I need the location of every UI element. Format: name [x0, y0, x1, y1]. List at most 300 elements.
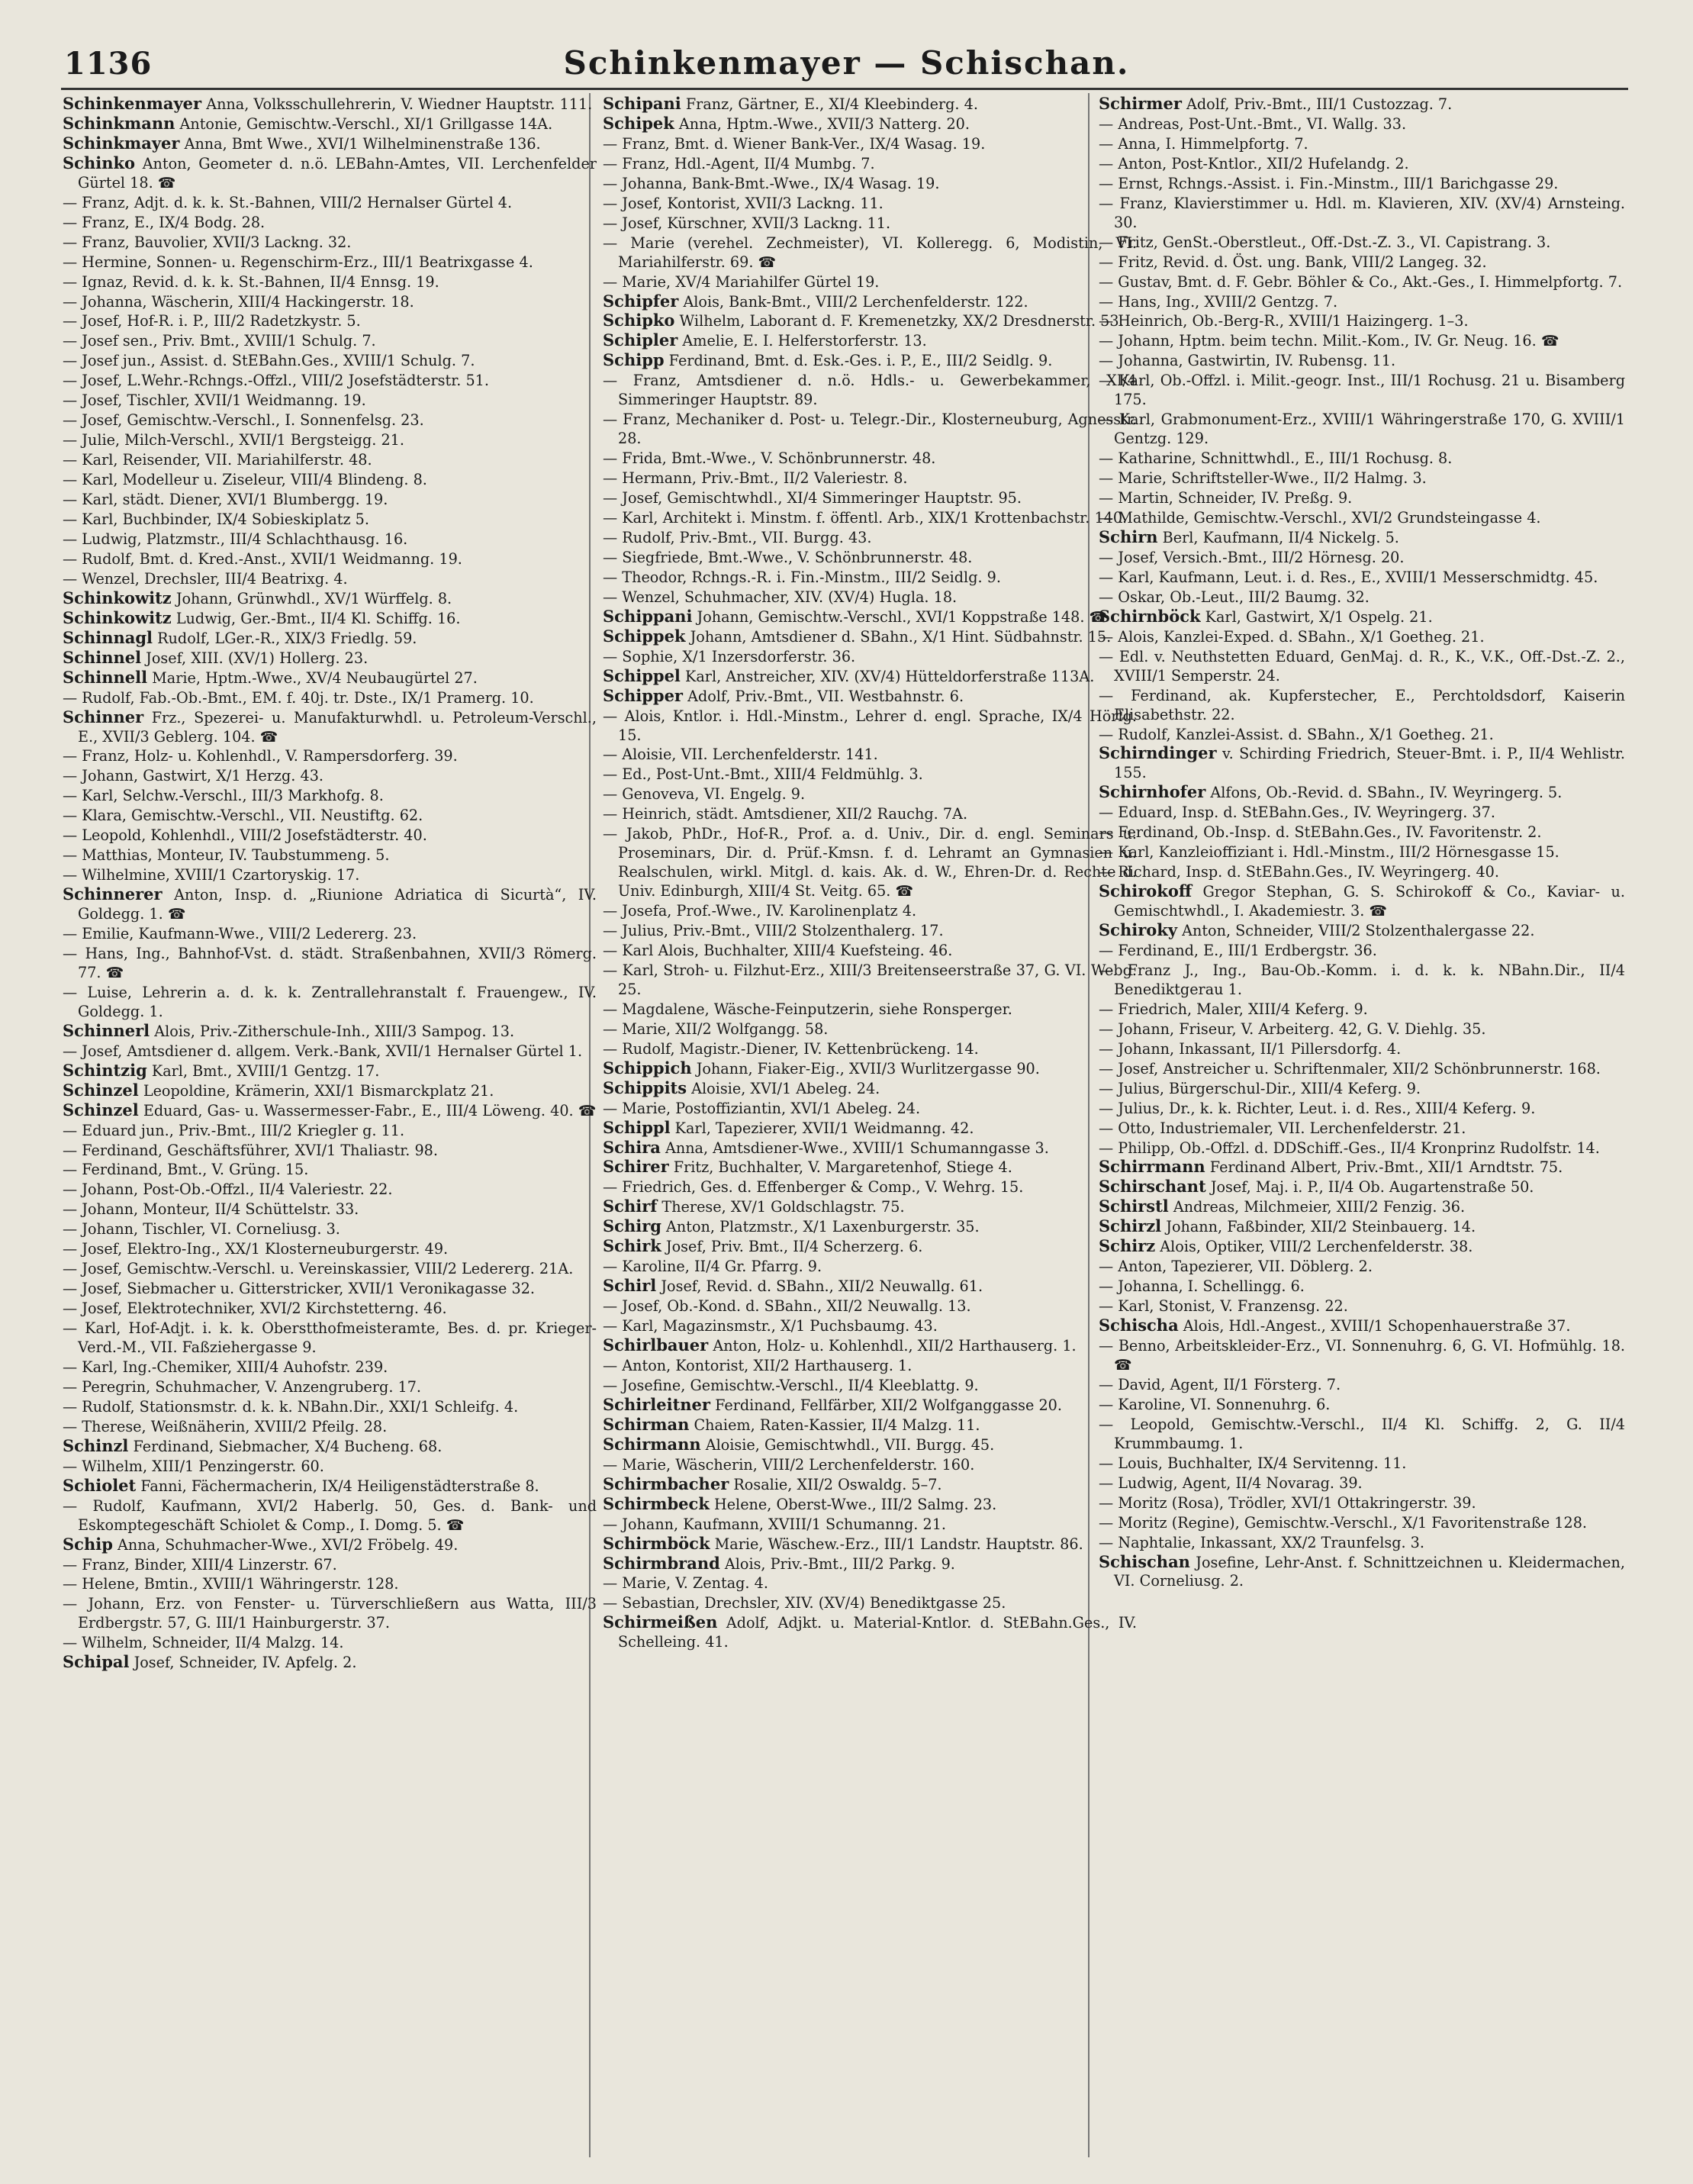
directory-entry	[603, 1535, 1137, 1554]
entry-surname: Schipani	[603, 95, 681, 113]
directory-entry	[1099, 1513, 1625, 1533]
directory-entry	[63, 371, 597, 391]
entry-text: Wilhelm, Laborant d. F. Kremenetzky, XX/2 Dresdnerstr. 53.	[674, 312, 1124, 330]
entry-text: — Karoline, II/4 Gr. Pfarrg. 9.	[603, 1258, 822, 1276]
entry-text: Johann, Amtsdiener d. SBahn., X/1 Hint. Südbahnstr. 15.	[685, 627, 1112, 646]
directory-entry	[1099, 1197, 1625, 1217]
entry-text: — Johann, Friseur, V. Arbeiterg. 42, G. V. Diehlg. 35.	[1099, 1020, 1486, 1038]
entry-text: Anna, Bmt Wwe., XVI/1 Wilhelminenstraße 136.	[179, 134, 541, 153]
entry-text: Gregor Stephan, G. S. Schirokoff & Co., Kaviar- u. Gemischtwhdl., I. Akademiestr. 3. ☎	[1114, 883, 1625, 920]
entry-surname: Schipp	[603, 350, 665, 370]
directory-entry	[603, 508, 1137, 528]
directory-entry	[603, 1277, 1137, 1297]
entry-surname: Schinko	[63, 153, 136, 172]
directory-entry	[63, 649, 597, 668]
entry-text: — Fritz, GenSt.-Oberstleut., Off.-Dst.-Z. 3., VI. Capistrang. 3.	[1099, 233, 1551, 251]
directory-entry	[1099, 803, 1625, 823]
entry-text: — Friedrich, Maler, XIII/4 Keferg. 9.	[1099, 1000, 1368, 1018]
entry-text: — Ferdinand, E., III/1 Erdbergstr. 36.	[1099, 941, 1377, 959]
directory-entry	[63, 1633, 597, 1653]
entry-text: Ferdinand, Bmt. d. Esk.-Ges. i. P., E., III/2 Seidlg. 9.	[664, 352, 1053, 370]
directory-entry	[1099, 1474, 1625, 1493]
directory-entry	[1099, 1395, 1625, 1415]
entry-surname: Schirmeißen	[603, 1612, 718, 1632]
entry-text: — Wenzel, Schuhmacher, XIV. (XV/4) Hugla. 18.	[603, 588, 958, 606]
entry-surname: Schirnhofer	[1099, 782, 1206, 802]
directory-entry	[1099, 469, 1625, 488]
entry-text: — Luise, Lehrerin a. d. k. k. Zentrallehranstalt f. Frauengew., IV. Goldegg. 1.	[63, 983, 597, 1020]
entry-text: Berl, Kaufmann, II/4 Nickelg. 5.	[1157, 528, 1399, 546]
directory-entry	[63, 668, 597, 688]
entry-text: Andreas, Milchmeier, XIII/2 Fenzig. 36.	[1168, 1198, 1466, 1216]
directory-entry	[1099, 1454, 1625, 1474]
entry-text: — Franz, Holz- u. Kohlenhdl., V. Rampersdorferg. 39.	[63, 747, 458, 765]
entry-text: — Johann, Post-Ob.-Offzl., II/4 Valeriestr. 22.	[63, 1181, 393, 1199]
directory-entry	[63, 1160, 597, 1180]
directory-entry	[1099, 921, 1625, 941]
entry-text: Josef, Schneider, IV. Apfelg. 2.	[129, 1654, 357, 1672]
directory-entry	[63, 629, 597, 649]
entry-text: Antonie, Gemischtw.-Verschl., XI/1 Grillgasse 14A.	[175, 114, 553, 133]
directory-entry	[63, 944, 597, 983]
entry-surname: Schinnagl	[63, 627, 153, 647]
entry-text: — Josef, Versich.-Bmt., III/2 Hörnesg. 20.	[1099, 548, 1405, 566]
directory-entry	[603, 804, 1137, 824]
directory-entry	[63, 1377, 597, 1397]
entry-text: — Karl Alois, Buchhalter, XIII/4 Kuefsteing. 46.	[603, 941, 953, 959]
directory-entry	[603, 95, 1137, 114]
directory-entry	[603, 331, 1137, 351]
entry-text: — Heinrich, städt. Amtsdiener, XII/2 Rauchg. 7A.	[603, 805, 968, 823]
entry-text: — Eduard, Insp. d. StEBahn.Ges., IV. Weyringerg. 37.	[1099, 804, 1495, 822]
entry-text: — Franz, Amtsdiener d. n.ö. Hdls.- u. Gewerbekammer, XI/4 Simmeringer Hauptstr. 89.	[603, 372, 1137, 409]
directory-entry	[1099, 783, 1625, 803]
entry-surname: Schirmbrand	[603, 1553, 720, 1573]
entry-text: — Josef, Gemischtwhdl., XI/4 Simmeringer Hauptstr. 95.	[603, 489, 1022, 507]
entry-text: — Theodor, Rchngs.-R. i. Fin.-Minstm., III/2 Seidlg. 9.	[603, 568, 1001, 586]
entry-text: Johann, Grünwhdl., XV/1 Würffelg. 8.	[171, 589, 452, 607]
directory-entry	[1099, 548, 1625, 568]
entry-surname: Schirzl	[1099, 1216, 1162, 1236]
directory-entry	[1099, 1316, 1625, 1336]
entry-text: — Johann, Inkassant, II/1 Pillersdorfg. 4.	[1099, 1039, 1402, 1058]
entry-surname: Schirman	[603, 1414, 690, 1434]
entry-text: Adolf, Adjkt. u. Material-Kntlor. d. StEBahn.Ges., IV. Schelleing. 41.	[618, 1614, 1137, 1651]
entry-text: — Ludwig, Agent, II/4 Novarag. 39.	[1099, 1474, 1363, 1492]
entry-text: — Edl. v. Neuthstetten Eduard, GenMaj. d. R., K., V.K., Off.-Dst.-Z. 2., XVIII/1 Semperstr. 24.	[1099, 647, 1625, 685]
entry-text: — Louis, Buchhalter, IX/4 Servitenng. 11.	[1099, 1454, 1407, 1472]
directory-entry	[1099, 744, 1625, 783]
entry-surname: Schirschant	[1099, 1177, 1206, 1197]
entry-surname: Schirmböck	[603, 1533, 710, 1553]
directory-entry	[603, 1396, 1137, 1416]
directory-entry	[603, 921, 1137, 941]
directory-entry	[1099, 568, 1625, 588]
entry-text: — Josef, Amtsdiener d. allgem. Verk.-Bank, XVII/1 Hernalser Gürtel 1.	[63, 1042, 583, 1060]
entry-text: — Klara, Gemischtw.-Verschl., VII. Neustiftg. 62.	[63, 807, 423, 825]
directory-entry	[63, 589, 597, 609]
directory-entry	[63, 470, 597, 490]
directory-entry	[63, 983, 597, 1022]
entry-text: — Josef, Tischler, XVII/1 Weidmanng. 19.	[63, 391, 366, 410]
directory-entry	[603, 1257, 1137, 1277]
entry-text: Adolf, Priv.-Bmt., III/1 Custozzag. 7.	[1181, 95, 1453, 113]
directory-entry	[63, 1397, 597, 1417]
directory-entry	[1099, 331, 1625, 351]
directory-entry	[603, 134, 1137, 154]
entry-text: Josefine, Lehr-Anst. f. Schnittzeichnen u. Kleidermachen, VI. Corneliusg. 2.	[1114, 1553, 1625, 1590]
entry-text: — Ludwig, Platzmstr., III/4 Schlachthausg. 16.	[63, 530, 408, 548]
entry-text: — Marie, Wäscherin, VIII/2 Lerchenfelderstr. 160.	[603, 1455, 975, 1474]
entry-text: — Therese, Weißnäherin, XVIII/2 Pfeilg. 28.	[63, 1417, 388, 1435]
directory-entry	[1099, 1533, 1625, 1553]
directory-entry	[63, 1594, 597, 1633]
entry-text: Karl, Tapezierer, XVII/1 Weidmanng. 42.	[670, 1119, 974, 1137]
entry-surname: Schipfer	[603, 291, 679, 311]
entry-text: — Karl, Stonist, V. Franzensg. 22.	[1099, 1297, 1348, 1316]
entry-text: — Karl, Hof-Adjt. i. k. k. Oberstthofmeisteramte, Bes. d. pr. Krieger-Verd.-M., VII. Faßziehergasse 9.	[63, 1319, 597, 1357]
entry-text: — Gustav, Bmt. d. F. Gebr. Böhler & Co., Akt.-Ges., I. Himmelpfortg. 7.	[1099, 272, 1623, 291]
entry-text: — Franz, Klavierstimmer u. Hdl. m. Klavieren, XIV. (XV/4) Arnsteing. 30.	[1099, 194, 1625, 231]
entry-text: — Rudolf, Bmt. d. Kred.-Anst., XVII/1 Weidmanng. 19.	[63, 549, 462, 568]
directory-entry	[603, 1475, 1137, 1495]
entry-surname: Schirndinger	[1099, 743, 1217, 763]
directory-entry	[63, 549, 597, 569]
directory-entry	[63, 1081, 597, 1101]
entry-surname: Schirrmann	[1099, 1157, 1205, 1177]
entry-text: Johann, Fiaker-Eig., XVII/3 Wurlitzergasse 90.	[691, 1059, 1040, 1078]
entry-text: — Philipp, Ob.-Offzl. d. DDSchiff.-Ges., II/4 Kronprinz Rudolfstr. 14.	[1099, 1139, 1600, 1157]
directory-entry	[603, 1158, 1137, 1177]
directory-entry	[1099, 95, 1625, 114]
directory-entry	[603, 351, 1137, 371]
directory-entry	[603, 1237, 1137, 1257]
directory-entry	[603, 488, 1137, 508]
entry-text: — Karl, Kanzleioffiziant i. Hdl.-Minstm., III/2 Hörnesgasse 15.	[1099, 843, 1559, 862]
directory-entry	[1099, 1119, 1625, 1139]
directory-entry	[1099, 311, 1625, 331]
directory-entry	[63, 1477, 597, 1496]
entry-surname: Schirmer	[1099, 95, 1182, 113]
directory-entry	[63, 233, 597, 253]
directory-entry	[603, 1554, 1137, 1574]
directory-entry	[603, 272, 1137, 292]
entry-surname: Schinzel	[63, 1100, 139, 1119]
directory-entry	[63, 609, 597, 629]
directory-entry	[63, 766, 597, 786]
entry-text: — Johann, Kaufmann, XVIII/1 Schumanng. 21.	[603, 1515, 946, 1533]
entry-text: Ferdinand, Fellfärber, XII/2 Wolfganggasse 20.	[710, 1396, 1062, 1414]
entry-text: — Franz, Bmt. d. Wiener Bank-Ver., IX/4 Wasag. 19.	[603, 134, 986, 153]
entry-text: — Ed., Post-Unt.-Bmt., XIII/4 Feldmühlg. 3.	[603, 765, 923, 784]
entry-text: — Karl, Magazinsmstr., X/1 Puchsbaumg. 43.	[603, 1317, 938, 1335]
directory-entry	[63, 450, 597, 470]
directory-entry	[1099, 842, 1625, 862]
entry-surname: Schipal	[63, 1652, 130, 1672]
entry-surname: Schirz	[1099, 1236, 1156, 1256]
directory-entry	[603, 214, 1137, 234]
directory-entry	[1099, 528, 1625, 548]
entry-text: — Josef, Siebmacher u. Gitterstricker, XVII/1 Veronikagasse 32.	[63, 1280, 536, 1298]
entry-text: — Karl, Reisender, VII. Mariahilferstr. 48.	[63, 451, 372, 469]
directory-entry	[1099, 627, 1625, 647]
directory-entry	[603, 1217, 1137, 1237]
directory-entry	[603, 1336, 1137, 1356]
entry-text: — Magdalene, Wäsche-Feinputzerin, siehe Ronsperger.	[603, 1000, 1012, 1018]
directory-entry	[63, 1555, 597, 1575]
entry-text: — Moritz (Rosa), Trödler, XVI/1 Ottakringerstr. 39.	[1099, 1493, 1476, 1512]
directory-entry	[603, 1059, 1137, 1079]
entry-text: — Karl, Stroh- u. Filzhut-Erz., XIII/3 Breitenseerstraße 37, G. VI. Webg. 25.	[603, 961, 1137, 998]
directory-entry	[603, 667, 1137, 687]
directory-entry	[1099, 114, 1625, 134]
entry-text: Anton, Holz- u. Kohlenhdl., XII/2 Harthauserg. 1.	[708, 1337, 1077, 1355]
directory-entry	[1099, 882, 1625, 921]
entry-text: — Marie, V. Zentag. 4.	[603, 1574, 768, 1593]
directory-entry	[603, 901, 1137, 921]
directory-entry	[603, 1099, 1137, 1119]
entry-surname: Schira	[603, 1137, 661, 1157]
entry-text: — Alois, Kntlor. i. Hdl.-Minstm., Lehrer d. engl. Sprache, IX/4 Hörlg. 15.	[603, 707, 1137, 744]
directory-entry	[1099, 1553, 1625, 1592]
directory-entry	[63, 1319, 597, 1358]
directory-entry	[63, 924, 597, 944]
column-2	[603, 95, 1137, 2155]
directory-entry	[1099, 1059, 1625, 1079]
directory-entry	[603, 1435, 1137, 1455]
entry-surname: Schirlbauer	[603, 1335, 709, 1355]
directory-entry	[1099, 1257, 1625, 1277]
entry-text: — Karl, Buchbinder, IX/4 Sobieskiplatz 5.	[63, 511, 369, 529]
directory-entry	[1099, 1493, 1625, 1513]
directory-entry	[63, 530, 597, 549]
entry-text: — Johann, Gastwirt, X/1 Herzg. 43.	[63, 767, 324, 785]
entry-surname: Schinnell	[63, 667, 148, 687]
directory-entry	[63, 1259, 597, 1279]
entry-text: — Josef sen., Priv. Bmt., XVIII/1 Schulg. 7.	[63, 332, 376, 350]
entry-text: — Julius, Priv.-Bmt., VIII/2 Stolzenthalerg. 17.	[603, 922, 944, 940]
directory-entry	[603, 528, 1137, 548]
column-1	[63, 95, 597, 2155]
entry-text: — Frida, Bmt.-Wwe., V. Schönbrunnerstr. 48.	[603, 449, 936, 468]
entry-text: — Johann, Monteur, II/4 Schüttelstr. 33.	[63, 1200, 359, 1219]
entry-surname: Schirnböck	[1099, 606, 1201, 626]
entry-text: — Franz, Mechaniker d. Post- u. Telegr.-Dir., Klosterneuburg, Agnesstr. 28.	[603, 411, 1137, 448]
directory-entry	[63, 708, 597, 747]
entry-surname: Schinkmann	[63, 113, 175, 133]
directory-entry	[1099, 410, 1625, 449]
directory-entry	[63, 1121, 597, 1141]
entry-text: — Rudolf, Magistr.-Diener, IV. Kettenbrückeng. 14.	[603, 1039, 979, 1058]
entry-text: — Richard, Insp. d. StEBahn.Ges., IV. Weyringerg. 40.	[1099, 863, 1499, 881]
entry-text: Leopoldine, Krämerin, XXI/1 Bismarckplatz 21.	[138, 1081, 494, 1100]
directory-entry	[603, 1020, 1137, 1039]
directory-entry	[603, 1574, 1137, 1593]
entry-text: — Wilhelm, Schneider, II/4 Malzg. 14.	[63, 1634, 344, 1652]
directory-entry	[63, 1022, 597, 1042]
entry-surname: Schipko	[603, 311, 675, 330]
directory-entry	[1099, 647, 1625, 686]
entry-surname: Schirstl	[1099, 1197, 1169, 1216]
entry-text: Fritz, Buchhalter, V. Margaretenhof, Stiege 4.	[668, 1158, 1012, 1177]
entry-text: — Franz, Adjt. d. k. k. St.-Bahnen, VIII/2 Hernalser Gürtel 4.	[63, 193, 513, 211]
directory-entry	[63, 134, 597, 154]
directory-entry	[603, 941, 1137, 961]
directory-entry	[63, 95, 597, 114]
page-header	[53, 40, 1640, 82]
header-rule	[61, 88, 1628, 90]
entry-text: Anton, Schneider, VIII/2 Stolzenthalergasse 22.	[1177, 922, 1535, 940]
entry-text: — Friedrich, Ges. d. Effenberger & Comp., V. Wehrg. 15.	[603, 1178, 1024, 1197]
directory-entry	[63, 154, 597, 193]
directory-entry	[1099, 134, 1625, 154]
entry-text: Johann, Gemischtw.-Verschl., XVI/1 Koppstraße 148. ☎	[692, 607, 1108, 626]
entry-text: — Karl, städt. Diener, XVI/1 Blumbergg. 19.	[63, 491, 388, 509]
entry-text: Ferdinand, Siebmacher, X/4 Bucheng. 68.	[128, 1437, 443, 1455]
entry-surname: Schinnel	[63, 647, 142, 667]
entry-surname: Schippek	[603, 626, 686, 646]
directory-entry	[1099, 725, 1625, 745]
entry-surname: Schirk	[603, 1236, 661, 1256]
entry-surname: Schintzig	[63, 1060, 147, 1080]
entry-text: Josef, Revid. d. SBahn., XII/2 Neuwallg. 61.	[656, 1277, 983, 1296]
directory-entry	[63, 1358, 597, 1377]
entry-surname: Schipek	[603, 113, 674, 133]
entry-text: Rosalie, XII/2 Oswaldg. 5–7.	[729, 1475, 942, 1493]
directory-entry	[1099, 233, 1625, 253]
entry-text: Johann, Faßbinder, XII/2 Steinbauerg. 14.	[1161, 1218, 1476, 1236]
entry-text: — Karoline, VI. Sonnenuhrg. 6.	[1099, 1395, 1331, 1413]
entry-text: Anna, Amtsdiener-Wwe., XVIII/1 Schumanngasse 3.	[660, 1139, 1049, 1157]
entry-text: — Josef, Elektro-Ing., XX/1 Klosterneuburgerstr. 49.	[63, 1240, 449, 1258]
entry-text: Frz., Spezerei- u. Manufakturwhdl. u. Petroleum-Verschl., E., XVII/3 Geblerg. 104. ☎	[78, 708, 597, 746]
directory-entry	[1099, 1415, 1625, 1454]
directory-entry	[603, 1593, 1137, 1613]
directory-entry	[1099, 272, 1625, 292]
entry-text: — Ferdinand, Bmt., V. Grüng. 15.	[63, 1161, 309, 1179]
entry-text: — Benno, Arbeitskleider-Erz., VI. Sonnenuhrg. 6, G. VI. Hofmühlg. 18. ☎	[1099, 1337, 1625, 1374]
directory-entry	[63, 391, 597, 411]
directory-entry	[63, 1457, 597, 1477]
entry-text: — Karl, Grabmonument-Erz., XVIII/1 Währingerstraße 170, G. XVIII/1 Gentzg. 129.	[1099, 411, 1625, 448]
directory-entry	[1099, 1177, 1625, 1197]
entry-text: — Eduard jun., Priv.-Bmt., III/2 Kriegler g. 11.	[63, 1121, 405, 1139]
directory-entry	[603, 745, 1137, 765]
entry-text: — Siegfriede, Bmt.-Wwe., V. Schönbrunnerstr. 48.	[603, 548, 973, 566]
entry-text: — Wenzel, Drechsler, III/4 Beatrixg. 4.	[63, 569, 348, 588]
entry-text: — Johanna, I. Schellingg. 6.	[1099, 1277, 1305, 1296]
directory-entry	[63, 1061, 597, 1081]
entry-text: — Karl, Architekt i. Minstm. f. öffentl. Arb., XIX/1 Krottenbachstr. 140.	[603, 509, 1128, 527]
entry-text: — Alois, Kanzlei-Exped. d. SBahn., X/1 Goetheg. 21.	[1099, 627, 1485, 646]
entry-surname: Schinner	[63, 707, 144, 726]
directory-entry	[603, 449, 1137, 469]
entry-text: — Hans, Ing., XVIII/2 Gentzg. 7.	[1099, 292, 1338, 311]
entry-text: — Otto, Industriemaler, VII. Lerchenfelderstr. 21.	[1099, 1119, 1466, 1137]
directory-entry	[603, 311, 1137, 331]
directory-entry	[603, 588, 1137, 607]
directory-entry	[603, 292, 1137, 312]
directory-entry	[63, 1180, 597, 1200]
directory-entry	[1099, 1020, 1625, 1039]
directory-entry	[63, 1239, 597, 1259]
entry-text: — Josef, Anstreicher u. Schriftenmaler, XII/2 Schönbrunnerstr. 168.	[1099, 1059, 1601, 1078]
entry-text: — Hermine, Sonnen- u. Regenschirm-Erz., III/1 Beatrixgasse 4.	[63, 253, 533, 271]
directory-entry	[603, 784, 1137, 804]
directory-entry	[63, 331, 597, 351]
page-number: 1136	[64, 46, 153, 82]
entry-text: — Rudolf, Kanzlei-Assist. d. SBahn., X/1 Goetheg. 21.	[1099, 725, 1494, 743]
directory-entry	[63, 311, 597, 331]
entry-surname: Schip	[63, 1534, 113, 1554]
entry-text: — Jakob, PhDr., Hof-R., Prof. a. d. Univ., Dir. d. engl. Seminars u. Proseminars, Dir. d. Prüf.-Kmsn. f. d. Lehramt an Gymnasien u. Realschulen, wirkl. Mitgl. d. kais. Ak. d. W., Ehren-Dr. d. Rechte d. Univ. Edinburgh, XIII/4 St. Veitg. 65. ☎	[603, 825, 1137, 900]
directory-entry	[63, 806, 597, 826]
entry-text: Aloisie, XVI/1 Abeleg. 24.	[687, 1079, 880, 1097]
directory-entry	[603, 1000, 1137, 1020]
entry-text: — Josef, Hof-R. i. P., III/2 Radetzkystr. 5.	[63, 312, 361, 330]
entry-text: Fanni, Fächermacherin, IX/4 Heiligenstädterstraße 8.	[136, 1477, 539, 1495]
entry-surname: Schiolet	[63, 1475, 137, 1495]
entry-text: — Peregrin, Schuhmacher, V. Anzengruberg. 17.	[63, 1377, 422, 1396]
directory-entry	[1099, 174, 1625, 194]
entry-text: — Franz, Hdl.-Agent, II/4 Mumbg. 7.	[603, 154, 875, 172]
entry-text: Anna, Hptm.-Wwe., XVII/3 Natterg. 20.	[674, 114, 970, 133]
entry-text: — Anton, Tapezierer, VII. Döblerg. 2.	[1099, 1258, 1373, 1276]
directory-entry	[1099, 488, 1625, 508]
entry-surname: Schinkowitz	[63, 588, 172, 607]
directory-entry	[603, 707, 1137, 746]
directory-entry	[603, 647, 1137, 667]
entry-text: — Josef, Kontorist, XVII/3 Lackng. 11.	[603, 194, 884, 212]
entry-text: — Josef, Kürschner, XVII/3 Lackng. 11.	[603, 214, 891, 232]
directory-entry	[603, 1416, 1137, 1435]
directory-entry	[63, 213, 597, 233]
entry-text: Amelie, E. I. Helferstorferstr. 13.	[678, 332, 927, 350]
entry-text: Marie, Wäschew.-Erz., III/1 Landstr. Hauptstr. 86.	[710, 1535, 1083, 1553]
entry-text: — Anton, Post-Kntlor., XII/2 Hufelandg. 2.	[1099, 154, 1409, 172]
entry-text: Aloisie, Gemischtwhdl., VII. Burgg. 45.	[700, 1435, 995, 1454]
directory-entry	[63, 1042, 597, 1061]
entry-surname: Schinnerl	[63, 1020, 150, 1040]
entry-text: — Hermann, Priv.-Bmt., II/2 Valeriestr. 8.	[603, 469, 908, 488]
directory-entry	[63, 688, 597, 708]
directory-entry	[1099, 194, 1625, 233]
entry-text: Therese, XV/1 Goldschlagstr. 75.	[657, 1198, 905, 1216]
entry-surname: Schinnerer	[63, 884, 163, 904]
entry-text: Chaiem, Raten-Kassier, II/4 Malzg. 11.	[689, 1416, 980, 1434]
directory-entry	[63, 272, 597, 292]
entry-surname: Schippich	[603, 1058, 692, 1078]
directory-entry	[63, 193, 597, 213]
entry-text: v. Schirding Friedrich, Steuer-Bmt. i. P., II/4 Wehlistr. 155.	[1114, 745, 1625, 782]
entry-text: — Fritz, Revid. d. Öst. ung. Bank, VIII/2 Langeg. 32.	[1099, 253, 1487, 271]
directory-entry	[63, 846, 597, 865]
directory-entry	[603, 1356, 1137, 1376]
entry-text: — Josef, Gemischtw.-Verschl. u. Vereinskassier, VIII/2 Ledererg. 21A.	[63, 1260, 574, 1278]
entry-surname: Schippani	[603, 606, 693, 626]
entry-text: — Franz, E., IX/4 Bodg. 28.	[63, 213, 266, 231]
entry-surname: Schipper	[603, 685, 683, 705]
entry-text: — Johann, Tischler, VI. Corneliusg. 3.	[63, 1220, 340, 1239]
directory-entry	[63, 510, 597, 530]
directory-entry	[603, 1316, 1137, 1336]
directory-entry	[63, 1653, 597, 1673]
directory-entry	[603, 1039, 1137, 1059]
entry-text: — Julius, Dr., k. k. Richter, Leut. i. d. Res., XIII/4 Keferg. 9.	[1099, 1099, 1536, 1117]
entry-text: — Moritz (Regine), Gemischtw.-Verschl., X/1 Favoritenstraße 128.	[1099, 1513, 1587, 1532]
entry-text: Karl, Gastwirt, X/1 Ospelg. 21.	[1200, 607, 1433, 626]
entry-text: — Genoveva, VI. Engelg. 9.	[603, 785, 806, 804]
